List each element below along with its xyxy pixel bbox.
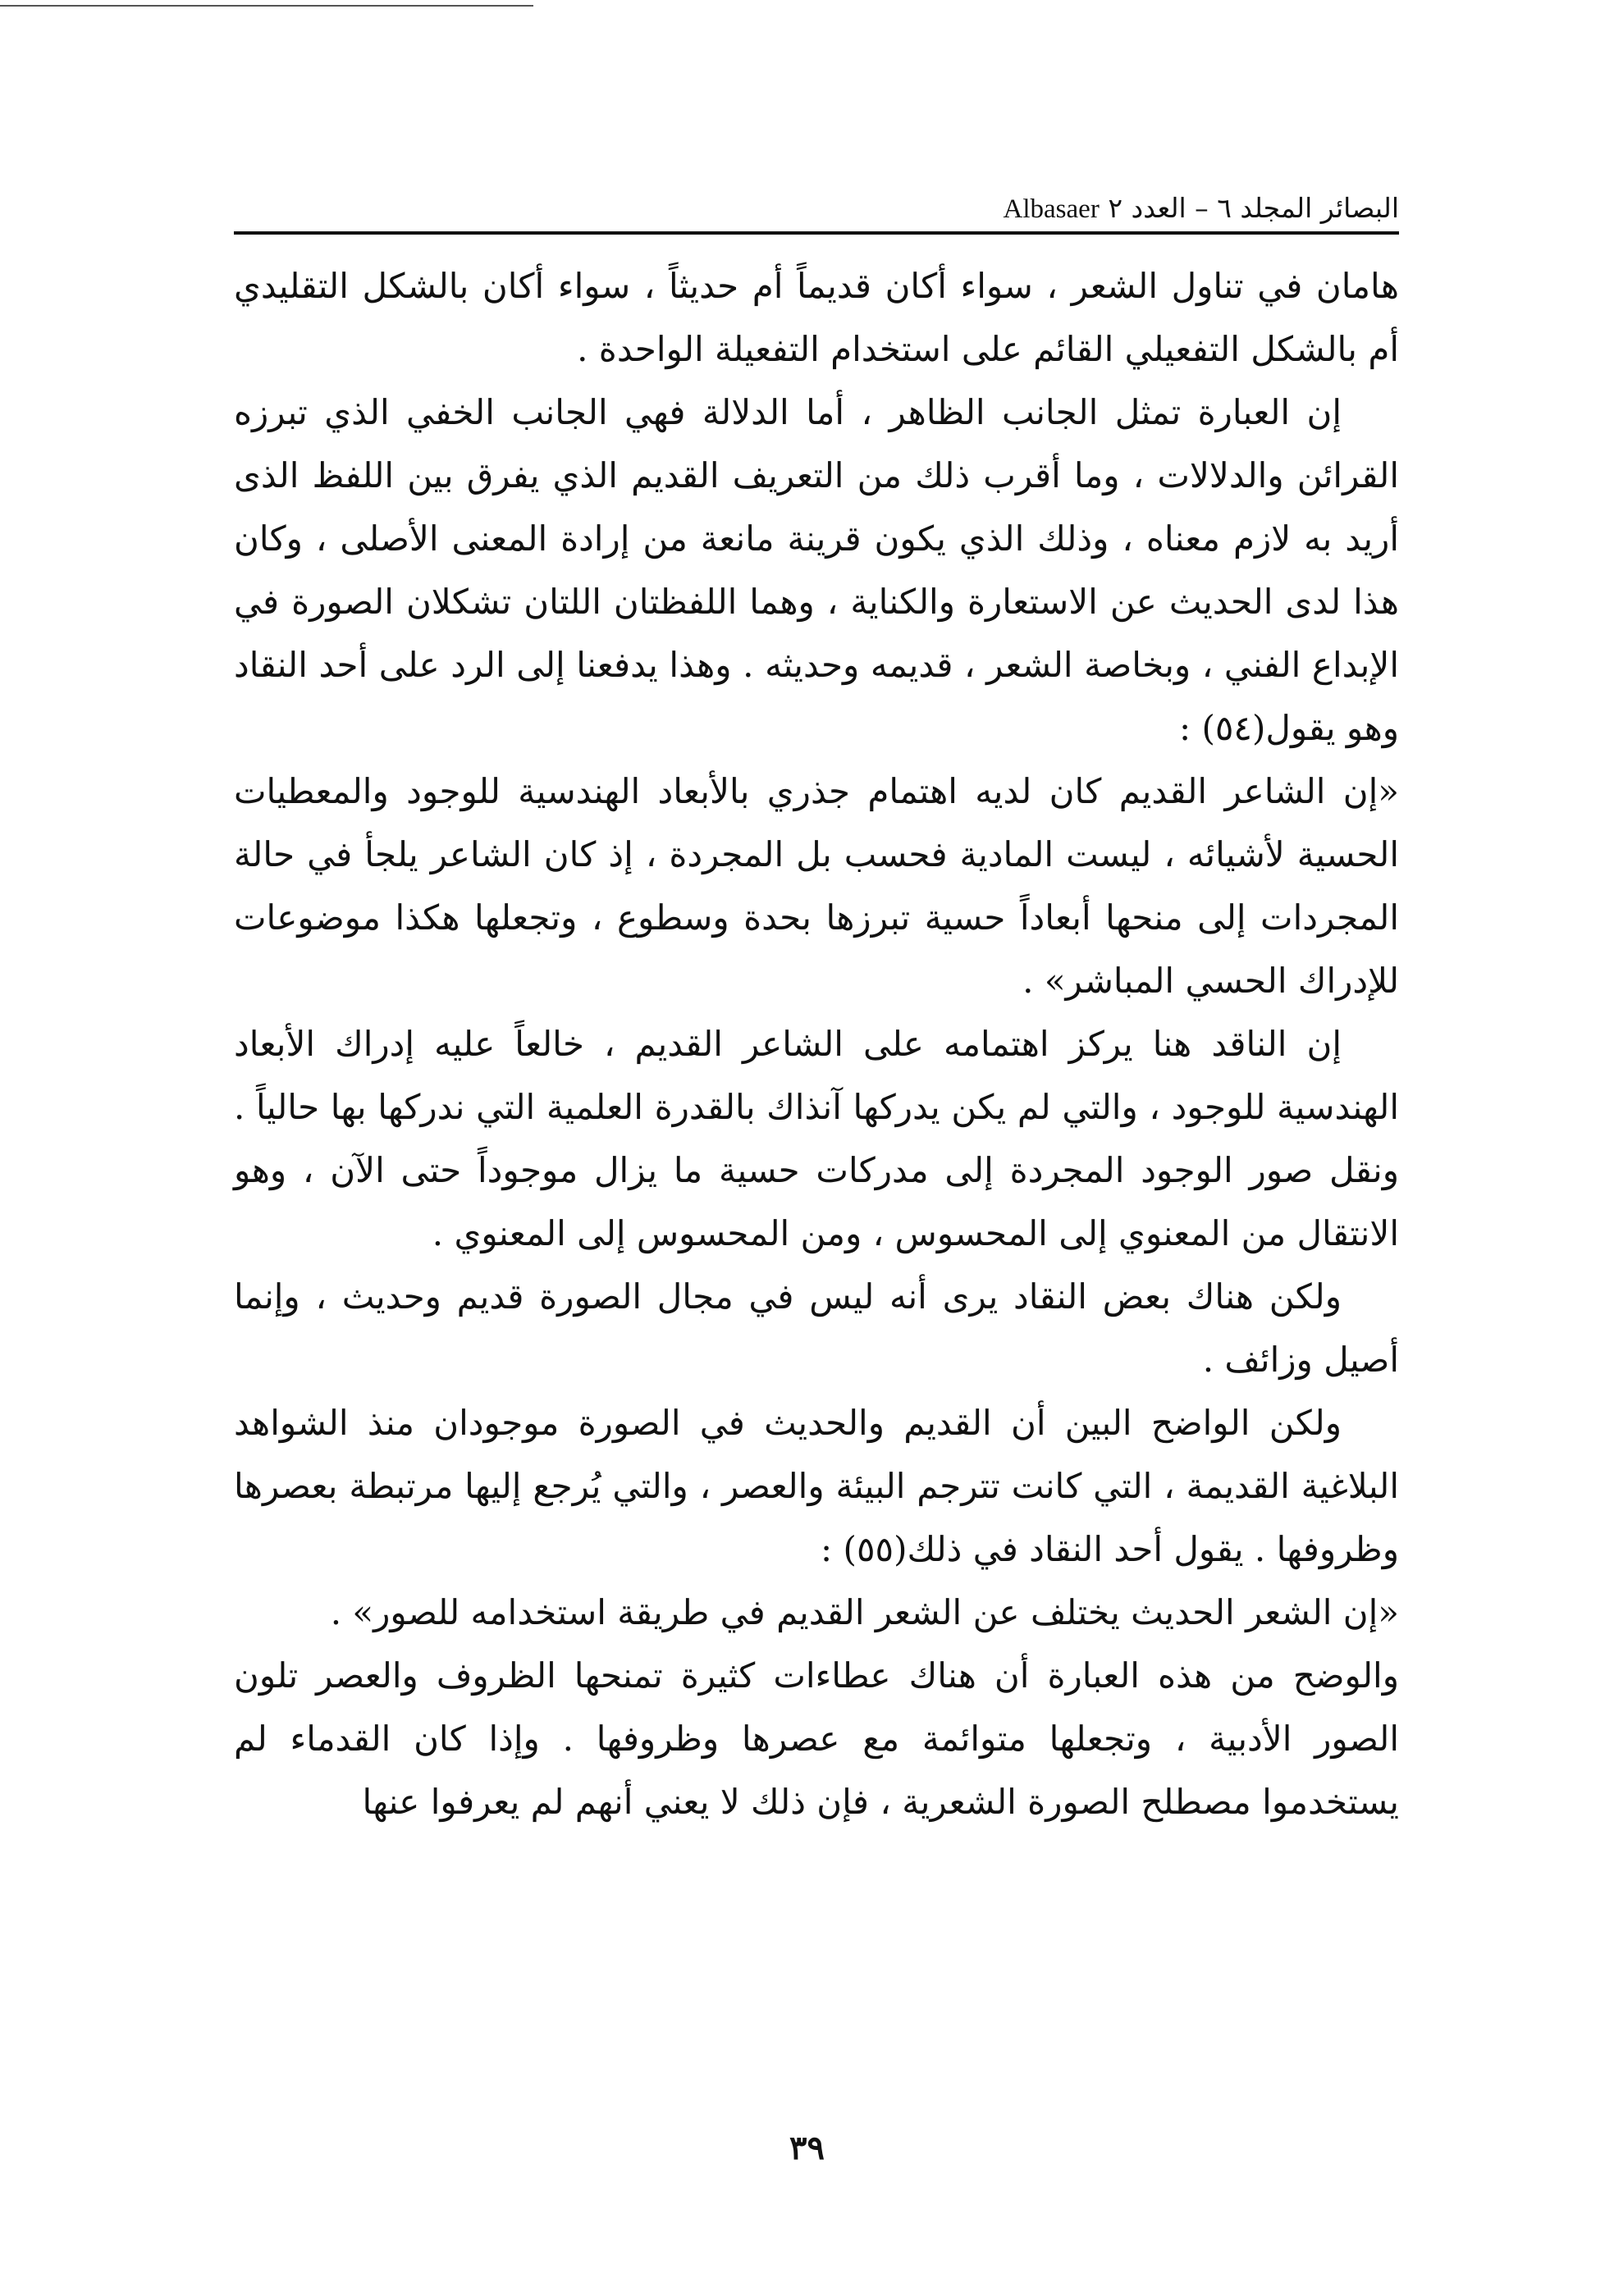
paragraph-conclusion: والوضح من هذه العبارة أن هناك عطاءات كثيرة تمنحها الظروف والعصر تلون الصور الأدبية ، وتجعلها متوائمة مع عصرها وظروفها . وإذا كان القدماء لم يستخدموا مصطلح الصورة الشعرية ، فإن ذلك لا يعني أنهم لم يعرفوا عنها [234,1655,1399,1822]
journal-title-arabic: البصائر المجلد ٦ – العدد ٢ [1108,192,1399,224]
scan-edge-line [0,5,533,7]
paragraph-old-and-new: ولكن الواضح البين أن القديم والحديث في الصورة موجودان منذ الشواهد البلاغية القديمة ، التي كانت تترجم البيئة والعصر ، والتي يُرجع إليها مرتبطة بعصرها وظروفها . يقول أحد النقاد في ذلك(٥٥) : [234,1403,1399,1569]
page-number: ٣٩ [789,2129,825,2167]
paragraph-expression-meaning: إن العبارة تمثل الجانب الظاهر ، أما الدلالة فهي الجانب الخفي الذي تبرزه القرائن والدلالات ، وما أقرب ذلك من التعريف القديم الذي يفرق بين اللفظ الذى أريد به لازم معناه ، وذلك الذي يكون قرينة مانعة من إرادة المعنى الأصلى ، وكان هذا لدى الحديث عن الاستعارة والكناية ، وهما اللفظتان اللتان تشكلان الصورة في الإبداع الفني ، وبخاصة الشعر ، قديمه وحديثه . وهذا يدفعنا إلى الرد على أحد النقاد وهو يقول(٥٤) : [234,392,1399,748]
quotation-modern-poetry: «إن الشعر الحديث يختلف عن الشعر القديم في طريقة استخدامه للصور» . [330,1592,1399,1632]
article-body [234,254,1399,1833]
journal-title-latin: Albasaer [1003,194,1100,224]
paragraph-some-critics: ولكن هناك بعض النقاد يرى أنه ليس في مجال الصورة قديم وحديث ، وإنما أصيل وزائف . [234,1276,1399,1380]
running-header [234,187,1399,230]
header-rule [234,231,1399,235]
quotation-ancient-poet: «إن الشاعر القديم كان لديه اهتمام جذري بالأبعاد الهندسية للوجود والمعطيات الحسية لأشيائه ، ليست المادية فحسب بل المجردة ، إذ كان الشاعر يلجأ في حالة المجردات إلى منحها أبعاداً حسية تبرزها بحدة وسطوع ، وتجعلها هكذا موضوعات للإدراك الحسي المباشر» . [234,771,1399,1001]
paragraph-continuation: هامان في تناول الشعر ، سواء أكان قديماً أم حديثاً ، سواء أكان بالشكل التقليدي أم بالشكل التفعيلي القائم على استخدام التفعيلة الواحدة . [234,266,1399,369]
paragraph-critic-focus: إن الناقد هنا يركز اهتمامه على الشاعر القديم ، خالعاً عليه إدراك الأبعاد الهندسية للوجود ، والتي لم يكن يدركها آنذاك بالقدرة العلمية التي ندركها بها حالياً . ونقل صور الوجود المجردة إلى مدركات حسية ما يزال موجوداً حتى الآن ، وهو الانتقال من المعنوي إلى المحسوس ، ومن المحسوس إلى المعنوي . [234,1024,1399,1253]
